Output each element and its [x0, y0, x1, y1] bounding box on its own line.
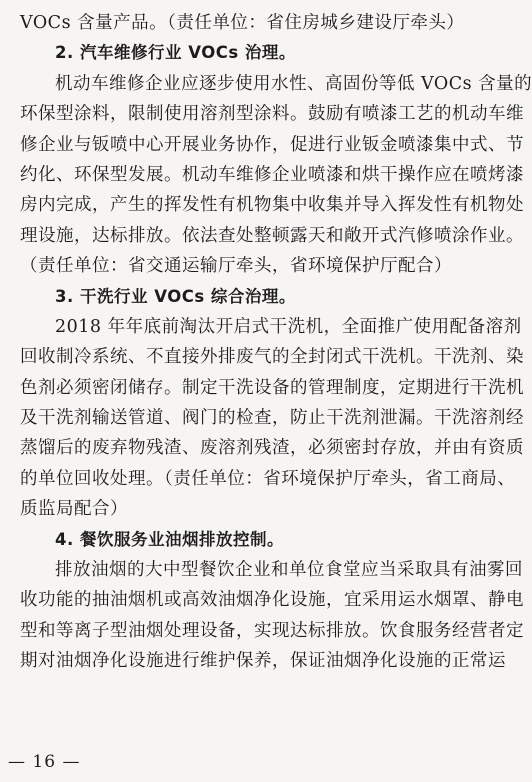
paragraph-line: 期对油烟净化设施进行维护保养，保证油烟净化设施的正常运: [20, 651, 506, 672]
paragraph-line: 约化、环保型发展。机动车维修企业喷漆和烘干操作应在喷烤漆: [20, 164, 524, 185]
section-heading: 4. 餐饮服务业油烟排放控制。: [55, 529, 284, 549]
paragraph-line: 理设施，达标排放。依法查处整顿露天和敞开式汽修喷涂作业。: [20, 225, 524, 246]
section-heading: 3. 干洗行业 VOCs 综合治理。: [55, 286, 296, 306]
paragraph-line: 及干洗剂输送管道、阀门的检查，防止干洗剂泄漏。干洗溶剂经: [20, 408, 524, 429]
paragraph-line: VOCs 含量产品。（责任单位：省住房城乡建设厅牵头）: [20, 13, 465, 33]
paragraph-line: 收功能的抽油烟机或高效油烟净化设施，宜采用运水烟罩、静电: [20, 590, 524, 611]
paragraph-line: 的单位回收处理。（责任单位：省环境保护厅牵头，省工商局、: [20, 468, 516, 489]
paragraph-line: 回收制冷系统、不直接外排废气的全封闭式干洗机。干洗剂、染: [20, 347, 524, 368]
paragraph-line: 质监局配合）: [20, 499, 128, 520]
paragraph-line: 2018 年年底前淘汰开启式干洗机，全面推广使用配备溶剂: [55, 316, 522, 337]
paragraph-line: 型和等离子型油烟处理设备，实现达标排放。饮食服务经营者定: [20, 620, 524, 641]
paragraph-line: （责任单位：省交通运输厅牵头，省环境保护厅配合）: [20, 256, 452, 277]
paragraph-line: 色剂必须密闭储存。制定干洗设备的管理制度，定期进行干洗机: [20, 377, 524, 398]
paragraph-line: 环保型涂料，限制使用溶剂型涂料。鼓励有喷漆工艺的机动车维: [20, 104, 524, 125]
document-body: [20, 8, 532, 677]
paragraph-line: 机动车维修企业应逐步使用水性、高固份等低 VOCs 含量的: [55, 73, 532, 94]
paragraph-line: 排放油烟的大中型餐饮企业和单位食堂应当采取具有油雾回: [55, 560, 523, 581]
paragraph-line: 房内完成，产生的挥发性有机物集中收集并导入挥发性有机物处: [20, 195, 524, 216]
paragraph-line: 蒸馏后的废弃物残渣、废溶剂残渣，必须密封存放，并由有资质: [20, 438, 524, 459]
section-heading: 2. 汽车维修行业 VOCs 治理。: [55, 43, 296, 63]
paragraph-line: 修企业与钣喷中心开展业务协作，促进行业钣金喷漆集中式、节: [20, 134, 524, 155]
page-number: — 16 —: [8, 752, 81, 772]
